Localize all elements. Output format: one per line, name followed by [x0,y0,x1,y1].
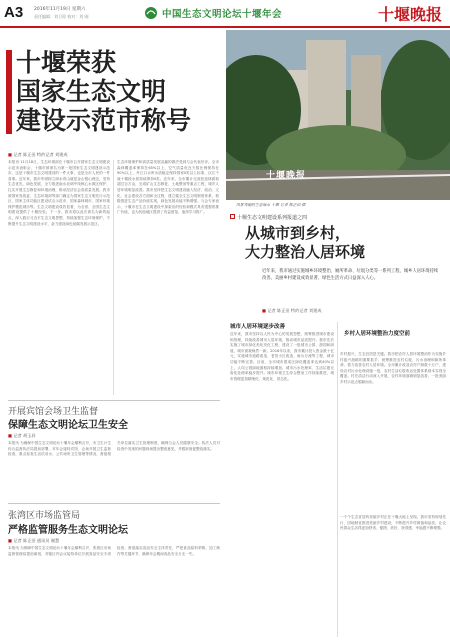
rural-col-2: 乡村振兴，生态宜居是关键。我市把农村人居环境整治作为实施乡村振兴战略的重要抓手，统筹推进农村垃圾、污水治理和厕所革命，着力改善农村人居环境。全市累计改造农村户厕数十万户，建设农村污水处理设施一批，农村生活垃圾收运处置体系基本实现全覆盖。村庄清洁行动深入开展，农村环境面貌明显改善，一批美丽乡村示范点脱颖而出。 [340,352,446,384]
lead-byline-text: 记者 陈正田 特约记者 刘建成 [13,152,68,157]
hotel-kicker: 开展宾馆会场卫生监督 [8,407,99,417]
page-header [0,0,450,28]
section-rule [8,400,220,401]
hotel-body: 本报讯 为确保中国生态文明论坛十堰年会顺利召开，市卫生计生综合监督执法局提前部署，对年会接待宾馆、会场开展卫生监督检查，重点检查生活饮用水、公共场所卫生管理等情况，督促相关单位落实卫生管理制度，确保与会人员健康安全。执法人员对检查中发现的问题现场提出整改意见，并跟踪督促整改落实。 [8,441,220,457]
city-photo [226,30,450,200]
rural-byline: ■ 记者 陈正田 特约记者 刘建成 [262,308,322,313]
editor-line: 责任编辑：刘卫琼 校对：刘 刚 [34,14,89,19]
hotel-byline: ■ 记者 胡玉祥 [8,433,36,438]
hotel-byline-text: 记者 胡玉祥 [13,433,36,438]
masthead: 十堰晚报 [377,5,442,24]
market-byline: ■ 记者 陈正田 通讯员 谢慧 [8,538,60,543]
hotel-headline: 保障生态文明论坛卫生安全 [8,420,128,431]
lead-headline [8,48,218,135]
divider [113,160,114,395]
forum-banner [108,4,318,22]
market-headline: 严格监管服务生态文明论坛 [8,525,128,536]
headline-line-3: 建设示范市称号 [16,106,192,135]
section-rule [8,503,220,504]
page-number: A3 [4,4,24,21]
headline-line-2: 国家生态文明 [16,77,167,106]
rural-sub-2: 乡村人居环境整治力度空前 [344,331,411,337]
divider [337,322,338,637]
series-tag-text: 十堰生态文明建设系列报道之四 [237,215,308,221]
market-kicker: 张湾区市场监管局 [8,511,81,521]
forum-title: 中国生态文明论坛十堰年会 [161,9,282,20]
photo-caption: 风景秀丽的生态城市 十堰 记者 陈正田 摄 [236,202,306,207]
lead-col-1: 本报讯 11月18日，生态环境部在十堰市召开国家生态文明建设示范市表彰会，十堰市被命名为第一批国家生态文明建设示范市。这是十堰市生态文明建设的一件大事，也是全市人民的一件喜事。近年来，我市牢固树立绿水青山就是金山银山理念，坚持生态优先、绿色发展，全力推进南水北调中线核心水源区保护，扎实开展生态修复和环境治理，推动经济社会高质量发展。我市被国家发改委、生态环境部等部门确定为国家生态文明先行示范区、国家主体功能区建设试点示范市、国家森林城市、国家环境保护模范城市等。生态文明建设成效显著，为全省、全国生态文明建设提供了十堰经验。下一步，我市将以此次命名为新的起点，深入践行习近平生态文明思想，持续加强生态环境保护，不断提升生态文明建设水平，奋力建设绿色低碳发展示范区。 [8,160,110,226]
forum-logo-icon [144,6,158,20]
market-byline-text: 记者 陈正田 通讯员 谢慧 [13,538,60,543]
photo-watermark: 十堰晚报 [266,171,307,181]
rural-col-2b: 一个个生态宜居的美丽乡村正在十堰大地上呈现。我市坚持规划先行，因地制宜推进美丽乡村建设，不断提升乡村颜值和品质，让农民群众生活得更加舒适、便捷、美好，获得感、幸福感不断增强。 [340,515,446,531]
rural-byline-text: 记者 陈正田 特约记者 刘建成 [267,308,322,313]
rural-col-1: 近年来，我市坚持以人民为中心的发展思想，统筹推进城市建设和管理，持续改善城市人居环境，推动城市品质提升。我市先后实施了城市绿化美化亮化工程，建设了一批城市公园、游园和绿道，城市面貌焕然一新。2016年以来，我市累计投入资金数十亿元，实施城市道路改造、老旧小区改造、雨污分流等工程，城市功能不断完善。目前，全市城市建成区绿化覆盖率达到40%以上，人均公园绿地面积持续增加，城市污水处理率、生活垃圾无害化处理率稳步提升。城市环境卫生综合整治工作持续推进，城市管理更加精细化、规范化、常态化。 [230,332,334,381]
lead-byline: ■ 记者 陈正田 特约记者 刘建成 [8,152,68,157]
headline-accent [6,50,12,134]
rural-intro: 近年来，我市通过实施城乡环境整治、厕所革命、垃圾分类等一系列工程，城乡人居环境持续改善。美丽乡村建设成效显著，绿色生活方式日益深入人心。 [262,269,439,281]
date-line: 2016年11月19日 星期六 [34,7,86,12]
headline-line-1: 十堰荣获 [16,48,117,77]
city-photo-image [226,30,450,200]
series-tag [230,214,307,221]
market-body: 本报讯 为保障中国生态文明论坛十堰年会顺利召开，张湾区市场监督管理局提前谋划，对辖区内会议接待单位开展食品安全专项检查，督促落实食品安全主体责任，严把食品原料采购、加工制作等关键环节，确保年会期间食品安全万无一失。 [8,546,220,556]
lead-col-2: 生态环境保护和高质量发展双赢的做法受到与会代表好评。全市森林覆盖率保持在65%以上，空气质量优良天数比例保持在90%以上，丹江口水库水质稳定保持国家Ⅱ类以上标准，汉江干流十堰段水质持续保持Ⅱ类。近年来，全市累计完成营造林面积超过百万亩，完成矿山生态修复、土地整治等重点工程，城乡人居环境明显改善。我市坚持把生态文明建设融入经济、政治、文化、社会建设各方面和全过程，建立健全生态文明制度体系，积极推进生态产品价值实现，绿色发展动能不断增强。与会专家表示，十堰市在生态文明建设中探索出的经验和模式具有很强的推广价值，也为其他地区提供了有益借鉴，值得学习推广。 [117,160,219,215]
rural-sub-1: 城市人居环境逐步改善 [230,324,286,330]
rural-headline-2: 大力整治人居环境 [245,243,366,261]
rural-headline-1: 从城市到乡村， [245,224,351,242]
